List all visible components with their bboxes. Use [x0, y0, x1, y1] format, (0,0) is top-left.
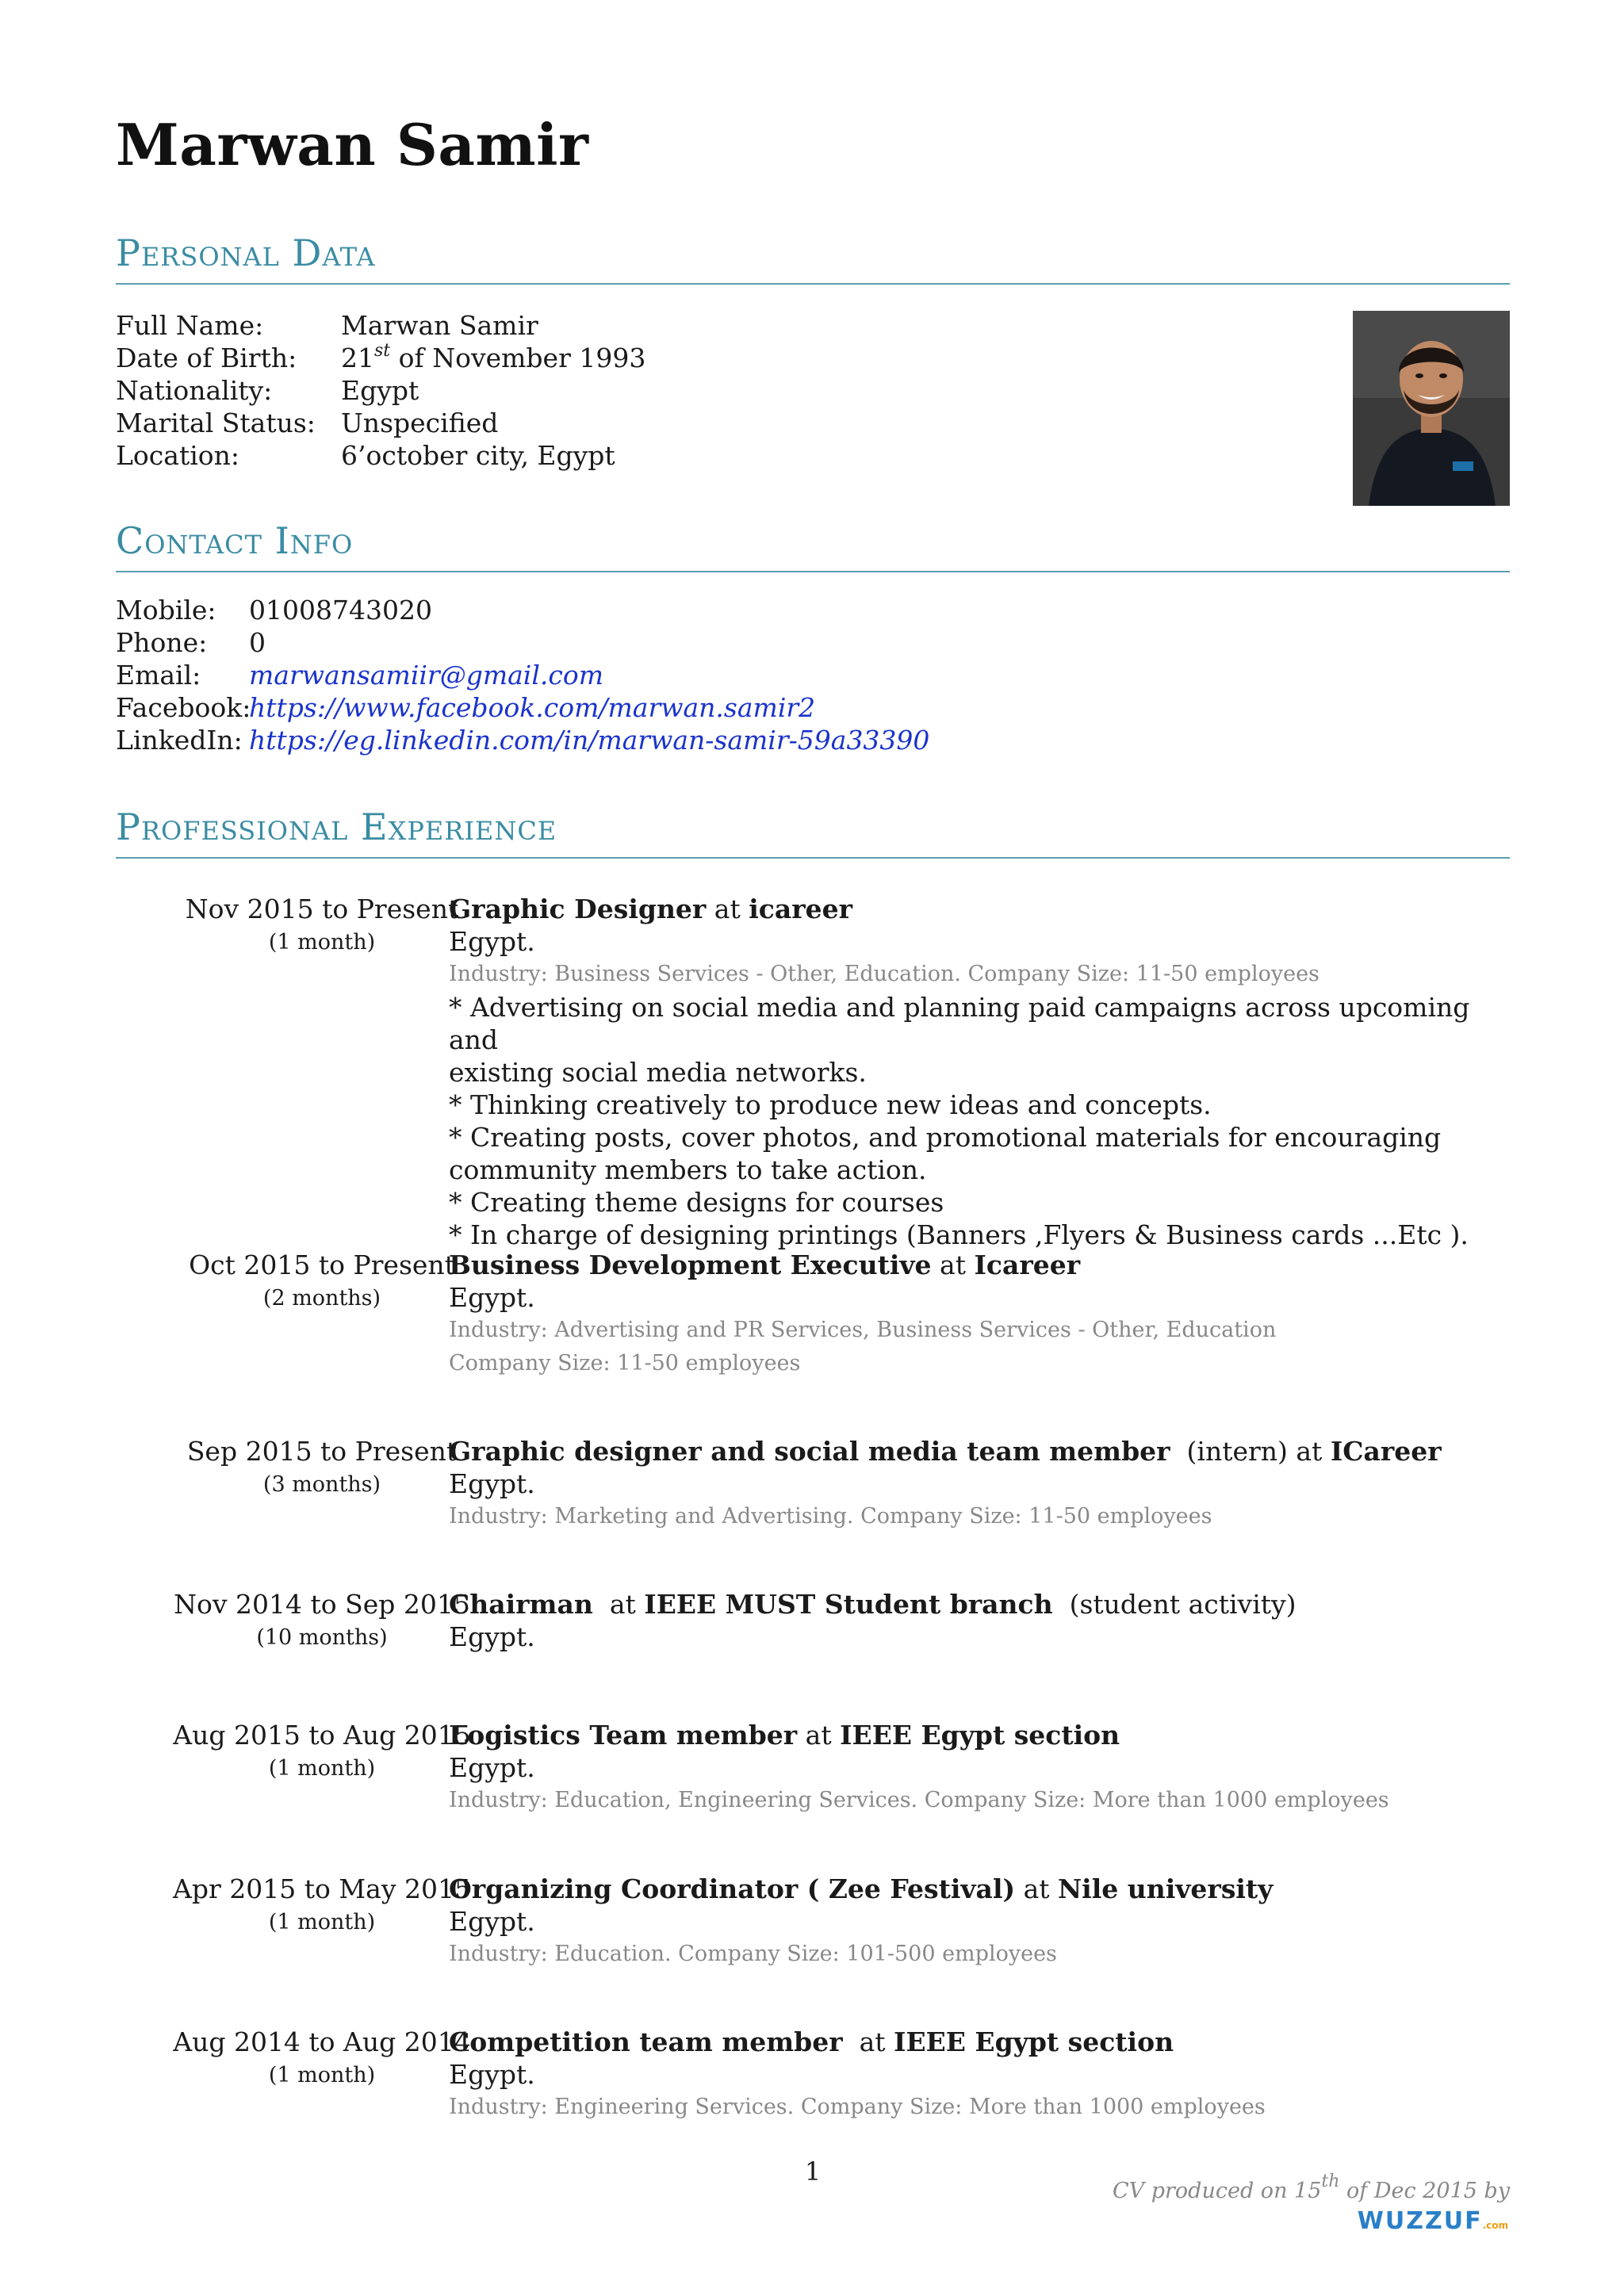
experience-title: Graphic Designer at icareer [449, 894, 853, 924]
experience-date: Apr 2015 to May 2015 (1 month) [147, 1873, 496, 1939]
candidate-name: Marwan Samir [116, 111, 589, 178]
value-phone: 0 [249, 627, 266, 658]
experience-details [449, 1588, 1511, 1653]
label-nationality: Nationality: [116, 375, 273, 406]
experience-title: Competition team member at IEEE Egypt section [449, 2026, 1174, 2057]
experience-date: Nov 2015 to Present (1 month) [147, 893, 496, 959]
personal-data-list [116, 309, 1305, 476]
experience-description-line: community members to take action. [449, 1154, 927, 1185]
section-divider [116, 283, 1510, 285]
experience-details [449, 893, 1511, 1251]
section-title-contact: Contact Info [116, 519, 354, 562]
experience-duration: (1 month) [268, 1910, 376, 1934]
experience-title: Business Development Executive at Icareer [449, 1249, 1081, 1280]
label-location: Location: [116, 440, 239, 471]
experience-location: Egypt. [449, 1282, 535, 1313]
section-title-experience: Professional Experience [116, 806, 557, 848]
contact-info-list [116, 594, 1305, 760]
experience-industry: Industry: Engineering Services. Company Size: More than 1000 employees [449, 2095, 1266, 2119]
experience-duration: (1 month) [268, 930, 376, 955]
experience-duration: (2 months) [262, 1286, 381, 1311]
experience-location: Egypt. [449, 926, 535, 957]
label-phone: Phone: [116, 627, 208, 658]
facebook-link[interactable]: https://www.facebook.com/marwan.samir2 [249, 692, 816, 723]
experience-details [449, 1873, 1511, 1971]
experience-title: Chairman at IEEE MUST Student branch (student activity) [449, 1589, 1297, 1620]
experience-details [449, 1249, 1511, 1380]
value-full-name: Marwan Samir [341, 310, 538, 341]
experience-industry: Industry: Marketing and Advertising. Company Size: 11-50 employees [449, 1504, 1212, 1529]
experience-duration: (10 months) [256, 1625, 388, 1650]
experience-description-line: * Thinking creatively to produce new ideas and concepts. [449, 1089, 1212, 1120]
produced-note: CV produced on 15th of Dec 2015 by [1112, 2172, 1510, 2203]
value-marital-status: Unspecified [341, 408, 499, 438]
experience-industry: Industry: Education. Company Size: 101-500 employees [449, 1942, 1057, 1966]
section-divider [116, 571, 1510, 572]
experience-duration: (1 month) [268, 1756, 376, 1781]
label-marital-status: Marital Status: [116, 408, 316, 438]
value-nationality: Egypt [341, 375, 419, 406]
experience-title: Logistics Team member at IEEE Egypt section [449, 1720, 1120, 1751]
experience-duration: (1 month) [268, 2063, 376, 2087]
email-link[interactable]: marwansamiir@gmail.com [249, 660, 604, 691]
experience-location: Egypt. [449, 1468, 535, 1499]
label-date-of-birth: Date of Birth: [116, 342, 297, 373]
experience-description-line: * Creating theme designs for courses [449, 1187, 944, 1218]
experience-description-line: * Advertising on social media and planning paid campaigns across upcoming and [449, 992, 1470, 1055]
label-full-name: Full Name: [116, 310, 264, 341]
section-title-personal: Personal Data [116, 232, 376, 274]
page-number: 1 [804, 2156, 822, 2187]
experience-date: Sep 2015 to Present (3 months) [147, 1435, 496, 1502]
experience-location: Egypt. [449, 1906, 535, 1937]
experience-duration: (3 months) [262, 1472, 381, 1497]
experience-date: Nov 2014 to Sep 2015 (10 months) [147, 1588, 496, 1655]
experience-description-line: existing social media networks. [449, 1057, 867, 1088]
experience-industry: Industry: Education, Engineering Services. Company Size: More than 1000 employees [449, 1788, 1389, 1812]
experience-title: Graphic designer and social media team member (intern) at ICareer [449, 1436, 1442, 1467]
experience-location: Egypt. [449, 2059, 535, 2090]
linkedin-link[interactable]: https://eg.linkedin.com/in/marwan-samir-59a33390 [249, 725, 930, 756]
experience-date: Aug 2014 to Aug 2014 (1 month) [147, 2026, 496, 2092]
wuzzuf-logo: WUZZUF.com [1357, 2207, 1508, 2235]
experience-date: Oct 2015 to Present (2 months) [147, 1249, 496, 1315]
experience-company-size: Company Size: 11-50 employees [449, 1351, 801, 1376]
section-divider [116, 857, 1510, 859]
profile-photo [1353, 311, 1510, 506]
experience-industry: Industry: Business Services - Other, Education. Company Size: 11-50 employees [449, 962, 1320, 986]
label-linkedin: LinkedIn: [116, 725, 243, 756]
value-location: 6’october city, Egypt [341, 440, 615, 471]
label-mobile: Mobile: [116, 595, 216, 626]
value-date-of-birth: 21st of November 1993 [341, 341, 646, 373]
label-facebook: Facebook: [116, 692, 251, 723]
experience-location: Egypt. [449, 1621, 535, 1652]
experience-description-line: * Creating posts, cover photos, and promotional materials for encouraging [449, 1122, 1442, 1153]
experience-location: Egypt. [449, 1752, 535, 1783]
value-mobile: 01008743020 [249, 595, 432, 626]
experience-details [449, 1719, 1511, 1817]
experience-date: Aug 2015 to Aug 2015 (1 month) [147, 1719, 496, 1785]
experience-title: Organizing Coordinator ( Zee Festival) at Nile university [449, 1873, 1274, 1904]
experience-description-line: * In charge of designing printings (Banners ,Flyers & Business cards ...Etc ). [449, 1219, 1469, 1250]
experience-details [449, 2026, 1511, 2124]
label-email: Email: [116, 660, 201, 691]
experience-details [449, 1435, 1511, 1533]
experience-industry: Industry: Advertising and PR Services, Business Services - Other, Education [449, 1318, 1277, 1342]
